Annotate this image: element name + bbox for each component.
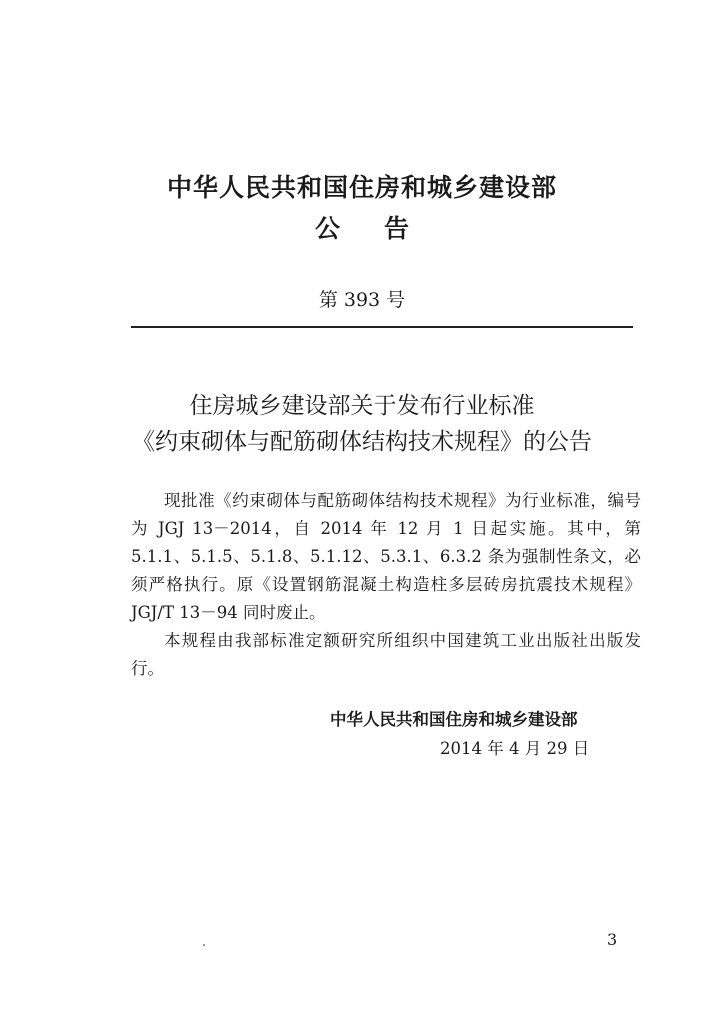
notice-title: 公告 bbox=[314, 214, 453, 243]
signature-agency: 中华人民共和国住房和城乡建设部 bbox=[330, 710, 578, 729]
subject-line-1: 住房城乡建设部关于发布行业标准 bbox=[189, 393, 535, 419]
body-paragraph-2: 本规程由我部标准定额研究所组织中国建筑工业出版社出版发行。 bbox=[131, 631, 641, 678]
body-paragraph-1: 现批准《约束砌体与配筋砌体结构技术规程》为行业标准，编号为 JGJ 13－2014，自 2014 年 12 月 1 日起实施。其中，第 5.1.1、5.1.5、5.1.8、5.1.12、5.3.1、6.3.2 条为强制性条文，必须严格执行。原《设置钢筋混凝土构造柱多层砖房抗震技术规程》JGJ/T 13－94 同时废止。 bbox=[131, 491, 641, 622]
page-number: 3 bbox=[607, 930, 618, 949]
scan-speck bbox=[203, 944, 205, 946]
notice-body bbox=[131, 487, 641, 683]
agency-title: 中华人民共和国住房和城乡建设部 bbox=[166, 173, 557, 202]
signature-date: 2014 年 4 月 29 日 bbox=[440, 739, 590, 758]
header-divider bbox=[131, 326, 633, 328]
notice-number: 第 393 号 bbox=[318, 289, 406, 311]
notice-subject bbox=[0, 388, 724, 460]
subject-line-2: 《约束砌体与配筋砌体结构技术规程》的公告 bbox=[132, 429, 592, 455]
